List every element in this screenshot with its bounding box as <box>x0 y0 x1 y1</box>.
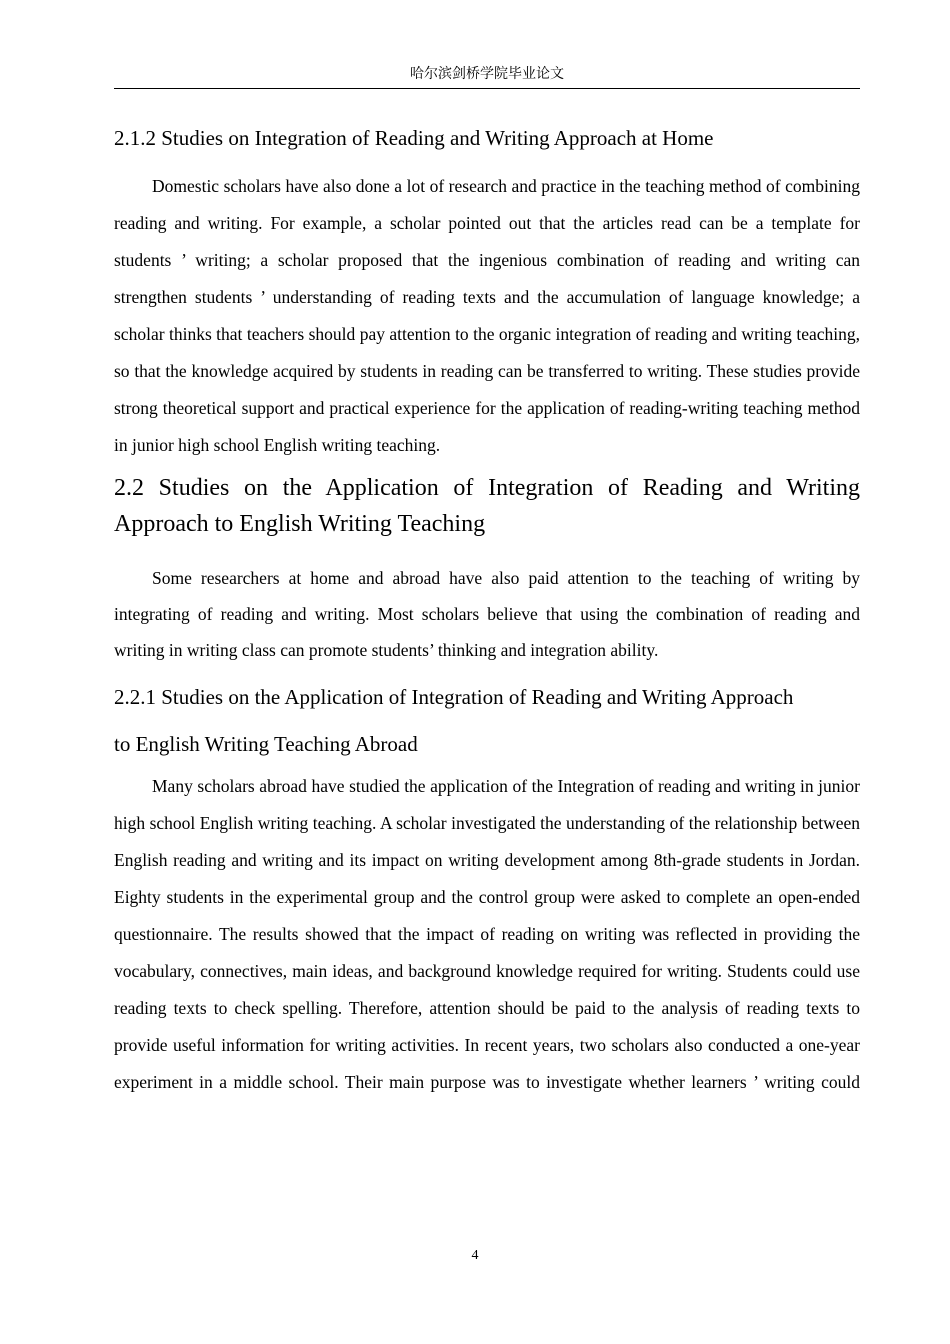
paragraph-domestic-studies: Domestic scholars have also done a lot of research and practice in the teaching method of combining reading and writing. For example, a scholar pointed out that the articles read can be a template for students ’ writing; a scholar proposed that the ingenious combination of reading and writing can strengthen students ’ understanding of reading texts and the accumulation of language knowledge; a scholar thinks that teachers should pay attention to the organic integration of reading and writing teaching, so that the knowledge acquired by students in reading can be transferred to writing. These studies provide strong theoretical support and practical experience for the application of reading-writing teaching method in junior high school English writing teaching. <box>114 176 860 455</box>
section-heading-2-2: 2.2 Studies on the Application of Integration of Reading and Writing Approach to English Writing Teaching <box>114 475 860 537</box>
section-heading-2-1-2: 2.1.2 Studies on Integration of Reading and Writing Approach at Home <box>114 126 714 150</box>
section-heading-2-2-1 <box>114 674 860 768</box>
header-divider <box>114 88 860 89</box>
section-heading-2-2-1-line2: to English Writing Teaching Abroad <box>114 732 418 756</box>
paragraph-researchers-overview: Some researchers at home and abroad have also paid attention to the teaching of writing by integrating of reading and writing. Most scholars believe that using the combination of reading and writing in writing class can promote students’ thinking and integration ability. <box>114 568 860 660</box>
running-header: 哈尔滨剑桥学院毕业论文 <box>410 67 564 82</box>
page-number: 4 <box>471 1248 479 1263</box>
paragraph-abroad-studies: Many scholars abroad have studied the application of the Integration of reading and writing in junior high school English writing teaching. A scholar investigated the understanding of the relationship between English reading and writing and its impact on writing development among 8th-grade students in Jordan. Eighty students in the experimental group and the control group were asked to complete an open-ended questionnaire. The results showed that the impact of reading on writing was reflected in providing the vocabulary, connectives, main ideas, and background knowledge required for writing. Students could use reading texts to check spelling. Therefore, attention should be paid to the analysis of reading texts to provide useful information for writing activities. In recent years, two scholars also conducted a one-year experiment in a middle school. Their main purpose was to investigate whether learners ’ writing could <box>114 776 860 1092</box>
section-heading-2-2-1-line1: 2.2.1 Studies on the Application of Integration of Reading and Writing Approach <box>114 685 794 709</box>
page-body <box>114 120 860 1101</box>
